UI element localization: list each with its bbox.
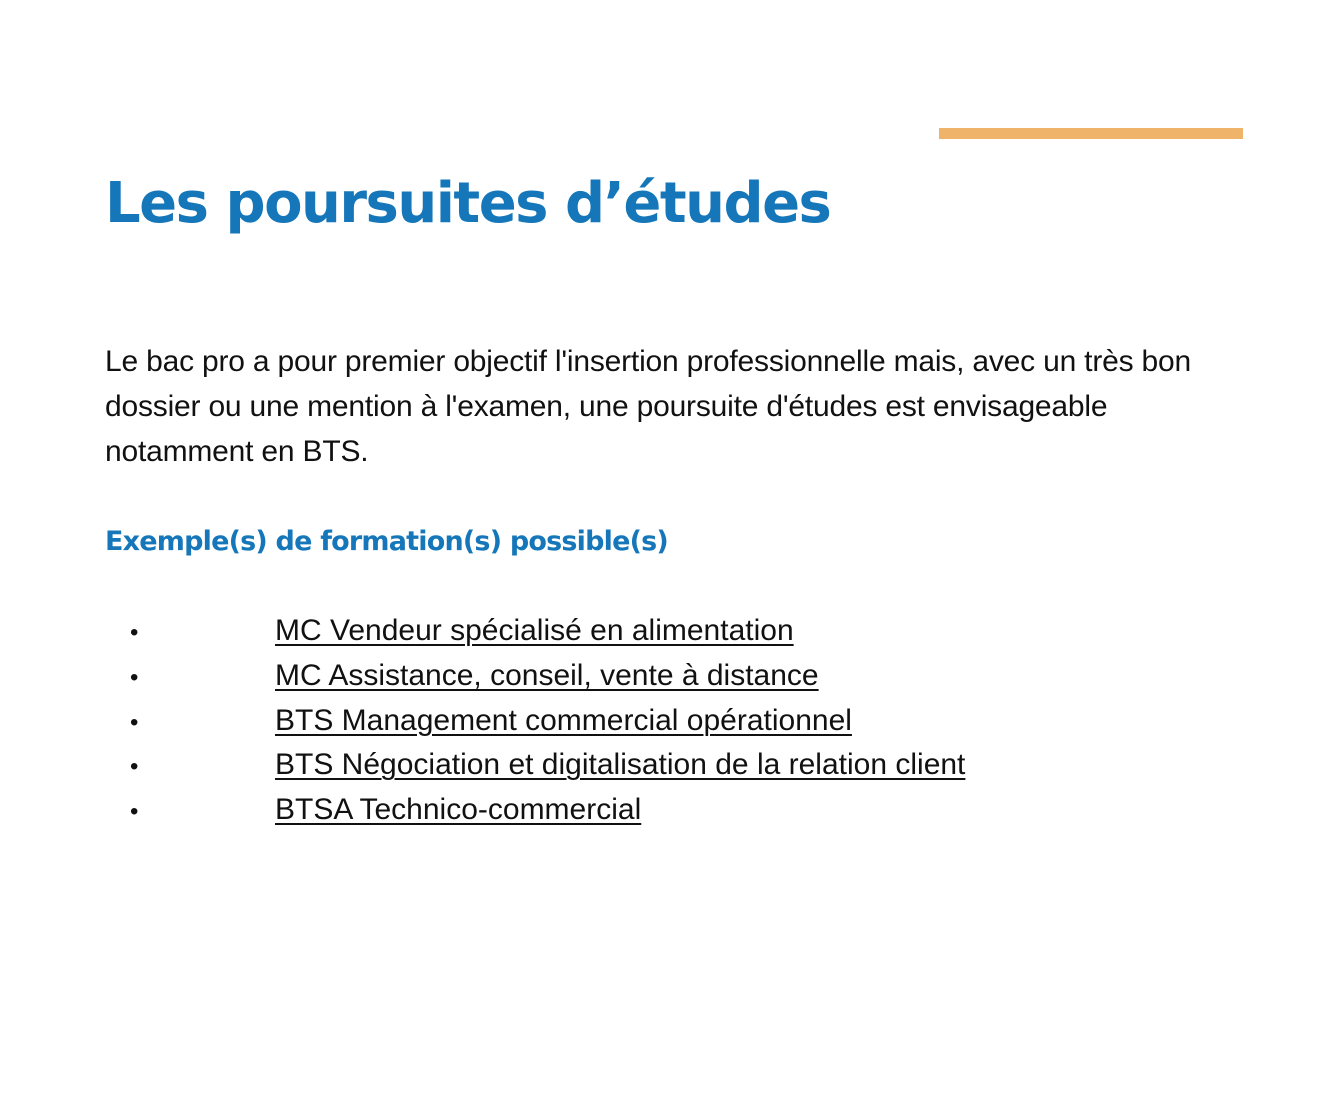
section-heading: Exemple(s) de formation(s) possible(s) — [105, 526, 668, 557]
bullet-icon: • — [130, 619, 139, 646]
formation-link-mc-assistance[interactable]: MC Assistance, conseil, vente à distance — [275, 658, 819, 692]
bullet-icon: • — [130, 798, 139, 826]
formation-link-bts-negociation[interactable]: BTS Négociation et digitalisation de la relation client — [275, 748, 966, 782]
intro-paragraph: Le bac pro a pour premier objectif l'insertion professionnelle mais, avec un très bon dossier ou une mention à l'examen, une poursuite d'études est envisageable notamment en BTS. — [105, 345, 1191, 468]
accent-bar — [939, 128, 1243, 139]
bullet-icon: • — [130, 663, 139, 691]
formation-link-bts-management[interactable]: BTS Management commercial opérationnel — [275, 703, 852, 737]
bullet-icon: • — [130, 708, 139, 736]
formation-link-mc-vendeur[interactable]: MC Vendeur spécialisé en alimentation — [275, 614, 794, 647]
formation-link-btsa-technico[interactable]: BTSA Technico-commercial — [275, 793, 642, 827]
bullet-icon: • — [130, 753, 139, 781]
page-title: Les poursuites d’études — [105, 171, 831, 236]
